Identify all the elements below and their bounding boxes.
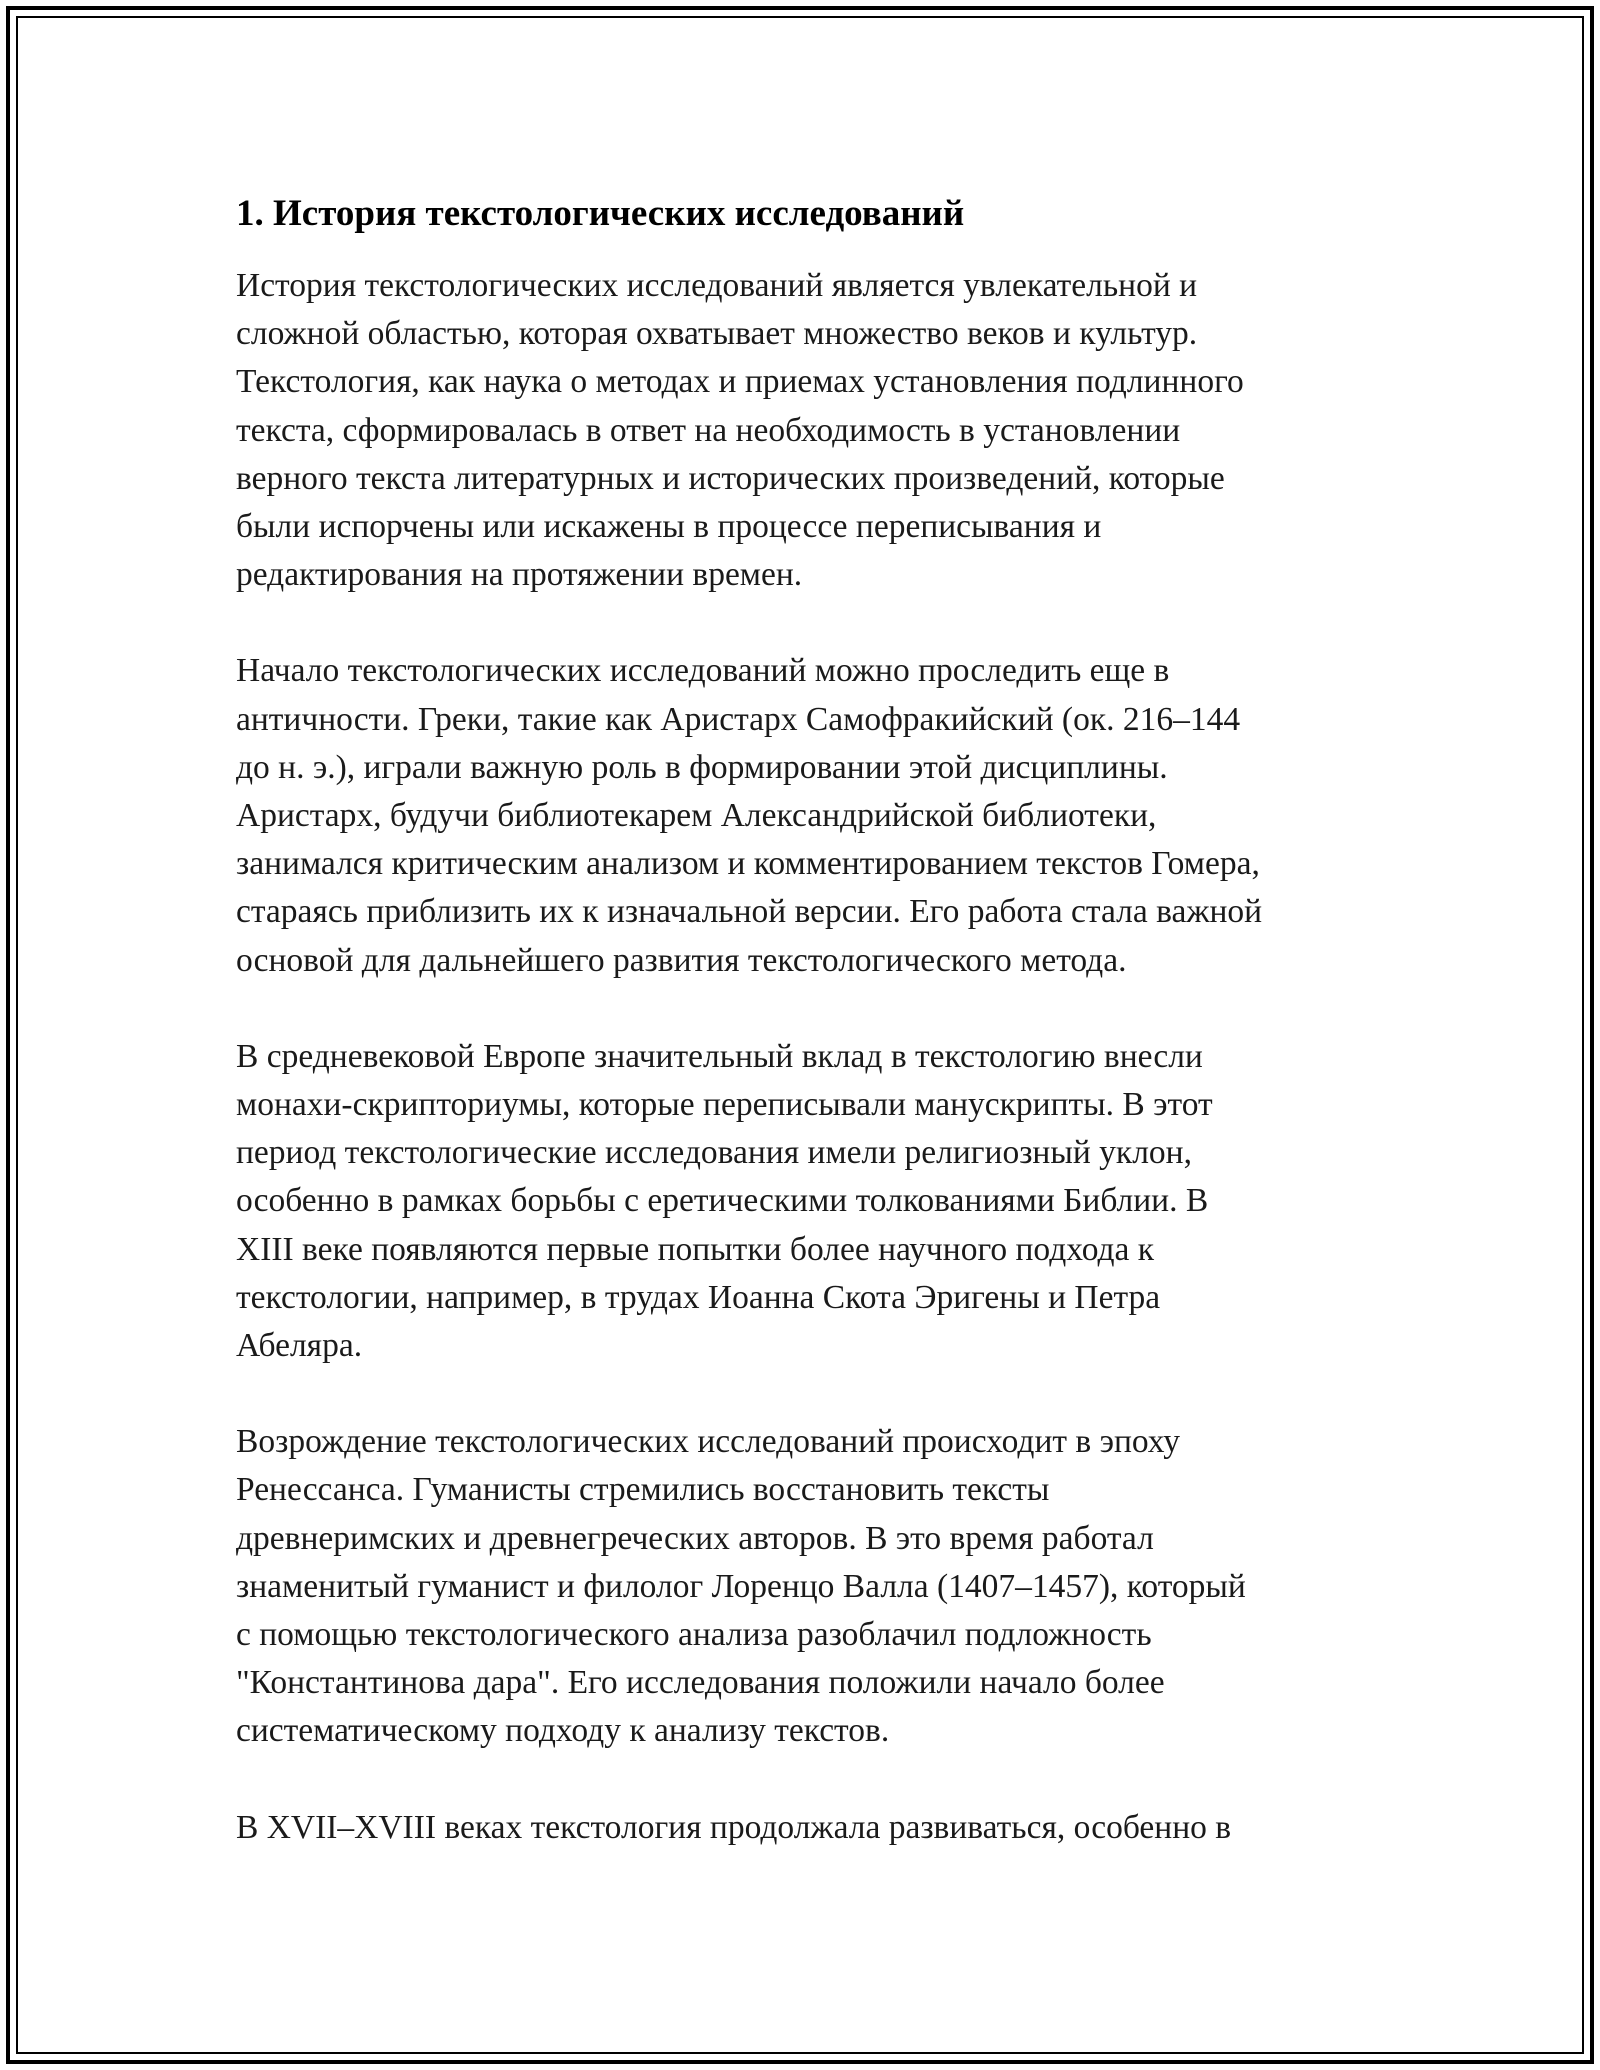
text-line: были испорчены или искажены в процессе переписывания и <box>236 508 1102 546</box>
section-heading: 1. История текстологических исследований <box>236 193 965 234</box>
paragraph-middle-ages <box>236 1033 1386 1370</box>
text-line: занимался критическим анализом и комментированием текстов Гомера, <box>236 845 1260 883</box>
text-line: Текстология, как наука о методах и приемах установления подлинного <box>236 363 1244 401</box>
paragraph-antiquity <box>236 647 1386 984</box>
text-line: с помощью текстологического анализа разоблачил подложность <box>236 1616 1152 1654</box>
text-line: стараясь приблизить их к изначальной версии. Его работа стала важной <box>236 893 1263 931</box>
text-line: древнеримских и древнегреческих авторов. В это время работал <box>236 1519 1154 1557</box>
text-line: до н. э.), играли важную роль в формировании этой дисциплины. <box>236 748 1168 786</box>
text-line: редактирования на протяжении времен. <box>236 556 803 594</box>
text-line: Ренессанса. Гуманисты стремились восстановить тексты <box>236 1471 1050 1509</box>
text-line: монахи-скрипториумы, которые переписывали манускрипты. В этот <box>236 1086 1213 1124</box>
paragraph-renaissance <box>236 1418 1386 1755</box>
text-line: сложной областью, которая охватывает множество веков и культур. <box>236 315 1198 353</box>
text-line: текстологии, например, в трудах Иоанна Скота Эригены и Петра <box>236 1278 1161 1316</box>
text-line: История текстологических исследований является увлекательной и <box>236 267 1198 304</box>
text-line: особенно в рамках борьбы с еретическими толкованиями Библии. В <box>236 1182 1209 1220</box>
text-line: В XVII–XVIII веках текстология продолжала развиваться, особенно в <box>236 1808 1232 1846</box>
document-page <box>236 186 1386 1900</box>
text-line: систематическому подходу к анализу текстов. <box>236 1712 890 1750</box>
text-line: XIII веке появляются первые попытки более научного подхода к <box>236 1230 1155 1268</box>
text-line: знаменитый гуманист и филолог Лоренцо Валла (1407–1457), который <box>236 1567 1246 1605</box>
text-line: античности. Греки, такие как Аристарх Самофракийский (ок. 216–144 <box>236 700 1241 738</box>
paragraph-17-18-centuries <box>236 1804 1386 1852</box>
text-line: Начало текстологических исследований можно проследить еще в <box>236 652 1170 690</box>
text-line: Возрождение текстологических исследований происходит в эпоху <box>236 1423 1181 1461</box>
text-line: текста, сформировалась в ответ на необходимость в установлении <box>236 411 1181 449</box>
text-line: верного текста литературных и исторических произведений, которые <box>236 459 1225 497</box>
text-line: В средневековой Европе значительный вклад в текстологию внесли <box>236 1037 1203 1075</box>
text-line: "Константинова дара". Его исследования положили начало более <box>236 1664 1165 1702</box>
text-line: Аристарх, будучи библиотекарем Александрийской библиотеки, <box>236 797 1157 835</box>
text-line: Абеляра. <box>236 1327 363 1365</box>
text-line: основой для дальнейшего развития текстологического метода. <box>236 941 1127 979</box>
paragraph-intro <box>236 262 1386 599</box>
text-line: период текстологические исследования имели религиозный уклон, <box>236 1134 1192 1172</box>
